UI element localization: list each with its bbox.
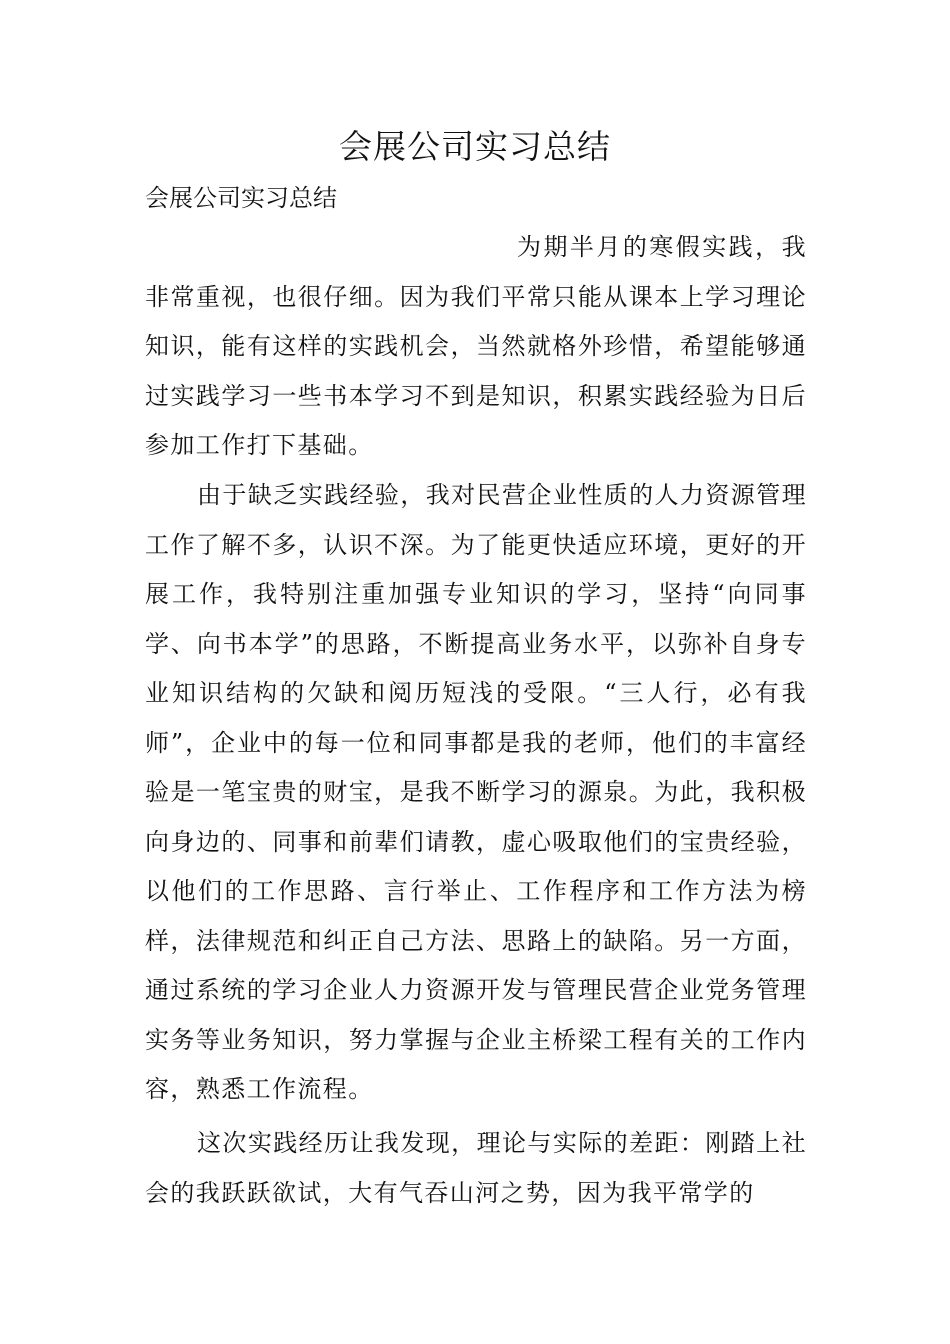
paragraph-3: 这次实践经历让我发现，理论与实际的差距：刚踏上社会的我跃跃欲试，大有气吞山河之势，因为我平常学的 — [145, 1129, 807, 1207]
paragraph-1: 为期半月的寒假实践，我非常重视，也很仔细。因为我们平常只能从课本上学习理论知识，能有这样的实践机会，当然就格外珍惜，希望能够通过实践学习一些书本学习不到是知识，积累实践经验为日后参加工作打下基础。 — [145, 233, 807, 459]
document-subtitle: 会展公司实习总结 — [145, 184, 337, 212]
document-title: 会展公司实习总结 — [339, 127, 611, 166]
paragraph-2: 由于缺乏实践经验，我对民营企业性质的人力资源管理工作了解不多，认识不深。为了能更快适应环境，更好的开展工作，我特别注重加强专业知识的学习，坚持“向同事学、向书本学”的思路，不断提高业务水平，以弥补自身专业知识结构的欠缺和阅历短浅的受限。“三人行，必有我师”，企业中的每一位和同事都是我的老师，他们的丰富经验是一笔宝贵的财宝，是我不断学习的源泉。为此，我积极向身边的、同事和前辈们请教，虚心吸取他们的宝贵经验，以他们的工作思路、言行举止、工作程序和工作方法为榜样，法律规范和纠正自己方法、思路上的缺陷。另一方面，通过系统的学习企业人力资源开发与管理民营企业党务管理实务等业务知识，努力掌握与企业主桥梁工程有关的工作内容，熟悉工作流程。 — [145, 481, 807, 1103]
